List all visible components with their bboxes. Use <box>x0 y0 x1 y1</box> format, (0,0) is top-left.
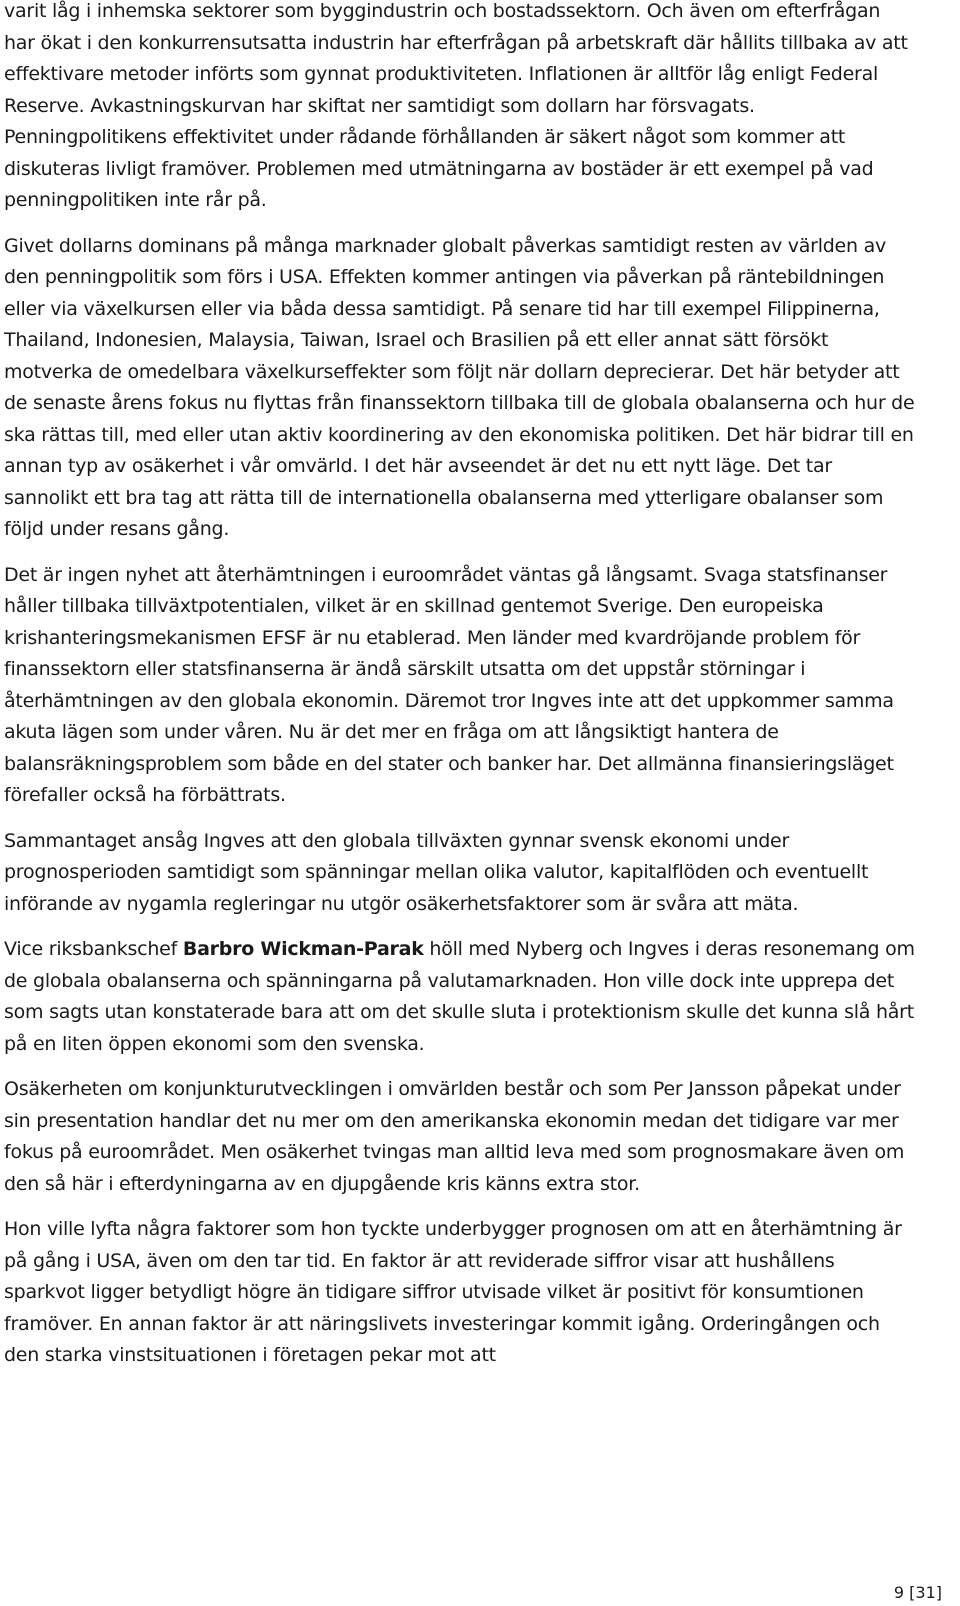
paragraph-1: varit låg i inhemska sektorer som byggindustrin och bostadssektorn. Och även om efterfrågan har ökat i den konkurrensutsatta industrin har efterfrågan på arbetskraft där hållits tillbaka av att effektivare metoder införts som gynnat produktiviteten. Inflationen är alltför låg enligt Federal Reserve. Avkastningskurvan har skiftat ner samtidigt som dollarn har försvagats. Penningpolitikens effektivitet under rådande förhållanden är säkert något som kommer att diskuteras livligt framöver. Problemen med utmätningarna av bostäder är ett exempel på vad penningpolitiken inte rår på. <box>4 0 908 211</box>
paragraph-5-rest: höll med Nyberg och Ingves i deras resonemang om de globala obalanserna och spänningarna på valutamarknaden. Hon ville dock inte upprepa det som sagts utan konstaterade bara att om det skulle sluta i protektionism skulle det kunna slå hårt på en liten öppen ekonomi som den svenska. <box>4 938 915 1055</box>
paragraph-6: Osäkerheten om konjunkturutvecklingen i omvärlden består och som Per Jansson påpekat under sin presentation handlar det nu mer om den amerikanska ekonomin medan det tidigare var mer fokus på euroområdet. Men osäkerhet tvingas man alltid leva med som prognosmakare även om den så här i efterdyningarna av en djupgående kris känns extra stor. <box>4 1078 905 1195</box>
paragraph-5-intro: Vice riksbankschef <box>4 938 183 960</box>
total-pages: [31] <box>909 1583 942 1602</box>
current-page: 9 <box>893 1583 905 1602</box>
paragraph-4: Sammantaget ansåg Ingves att den globala tillväxten gynnar svensk ekonomi under prognosperioden samtidigt som spänningar mellan olika valutor, kapitalflöden och eventuellt införande av nygamla regleringar nu utgör osäkerhetsfaktorer som är svåra att mäta. <box>4 829 869 915</box>
document-page <box>4 0 916 1386</box>
speaker-name: Barbro Wickman-Parak <box>182 938 424 960</box>
paragraph-7: Hon ville lyfta några faktorer som hon tyckte underbygger prognosen om att en återhämtning är på gång i USA, även om den tar tid. En faktor är att reviderade siffror visar att hushållens sparkvot ligger betydligt högre än tidigare siffror utvisade vilket är positivt för konsumtionen framöver. En annan faktor är att näringslivets investeringar kommit igång. Orderingången och den starka vinstsituationen i företagen pekar mot att <box>4 1218 902 1366</box>
page-number <box>894 1583 942 1603</box>
paragraph-3: Det är ingen nyhet att återhämtningen i euroområdet väntas gå långsamt. Svaga statsfinanser håller tillbaka tillväxtpotentialen, vilket är en skillnad gentemot Sverige. Den europeiska krishanteringsmekanismen EFSF är nu etablerad. Men länder med kvardröjande problem för finanssektorn eller statsfinanserna är ändå särskilt utsatta om det uppstår störningar i återhämtningen av den globala ekonomin. Däremot tror Ingves inte att det uppkommer samma akuta lägen som under våren. Nu är det mer en fråga om att långsiktigt hantera de balansräkningsproblem som både en del stater och banker har. Det allmänna finansieringsläget förefaller också ha förbättrats. <box>4 563 894 806</box>
paragraph-5 <box>4 934 916 1060</box>
paragraph-2: Givet dollarns dominans på många marknader globalt påverkas samtidigt resten av världen av den penningpolitik som förs i USA. Effekten kommer antingen via påverkan på räntebildningen eller via växelkursen eller via båda dessa samtidigt. På senare tid har till exempel Filippinerna, Thailand, Indonesien, Malaysia, Taiwan, Israel och Brasilien på ett eller annat sätt försökt motverka de omedelbara växelkurseffekter som följt när dollarn deprecierar. Det här betyder att de senaste årens fokus nu flyttas från finanssektorn tillbaka till de globala obalanserna och hur de ska rättas till, med eller utan aktiv koordinering av den ekonomiska politiken. Det här bidrar till en annan typ av osäkerhet i vår omvärld. I det här avseendet är det nu ett nytt läge. Det tar sannolikt ett bra tag att rätta till de internationella obalanserna med ytterligare obalanser som följd under resans gång. <box>4 234 915 540</box>
